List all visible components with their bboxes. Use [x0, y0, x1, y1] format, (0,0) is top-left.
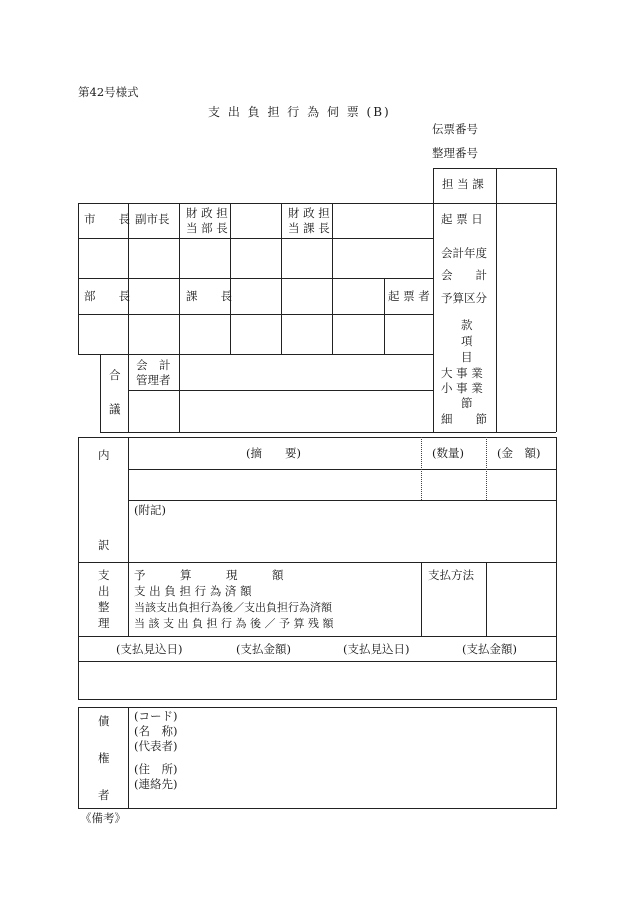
creditor-label-1: 債 — [98, 714, 110, 728]
creditor-name-label: (名 称) — [134, 724, 178, 738]
budget-category-label: 予算区分 — [441, 291, 487, 305]
expense-label-2: 出 — [98, 584, 110, 598]
class-minor-project: 小 事 業 — [441, 381, 483, 395]
draft-date-label: 起 票 日 — [441, 212, 483, 226]
finance-director-label-1: 財 政 担 — [186, 206, 228, 220]
after-commit-total-label: 当該支出負担行為後／支出負担行為済額 — [134, 601, 332, 614]
schedule-header-date-2: (支払見込日) — [343, 642, 410, 656]
drafter-label: 起 票 者 — [388, 289, 430, 303]
after-commit-balance-label: 当 該 支 出 負 担 行 為 後 ／ 予 算 残 額 — [134, 617, 334, 630]
fiscal-year-label: 会計年度 — [441, 246, 487, 260]
deputy-mayor-label: 副市長 — [135, 212, 170, 226]
schedule-header-amount-2: (支払金額) — [462, 642, 517, 656]
creditor-contact-label: (連絡先) — [134, 777, 178, 791]
expense-label-1: 支 — [98, 568, 110, 582]
department-head-label: 部 長 — [84, 289, 130, 303]
quantity-header: (数量) — [432, 446, 464, 460]
details-label-1: 内 — [98, 448, 110, 462]
creditor-code-label: (コード) — [134, 709, 178, 723]
voucher-number-label: 伝票番号 — [432, 122, 478, 136]
finance-director-label-2: 当 部 長 — [186, 221, 228, 235]
accounting-label: 会 計 — [441, 268, 487, 282]
mayor-label: 市 長 — [84, 212, 130, 226]
creditor-representative-label: (代表者) — [134, 739, 178, 753]
creditor-address-label: (住 所) — [134, 762, 178, 776]
finance-manager-label-2: 当 課 長 — [288, 221, 330, 235]
accounting-manager-label-2: 管理者 — [136, 373, 171, 387]
remarks-label: 《備考》 — [80, 811, 126, 825]
amount-header: (金 額) — [497, 446, 541, 460]
payment-method-label: 支払方法 — [428, 568, 474, 582]
class-saisetsu: 細 節 — [441, 412, 487, 426]
schedule-header-date-1: (支払見込日) — [116, 642, 183, 656]
creditor-label-2: 権 — [98, 751, 110, 765]
class-moku: 目 — [461, 350, 473, 364]
summary-header: (摘 要) — [246, 446, 301, 460]
joint-review-label-2: 議 — [109, 402, 121, 416]
class-kan: 款 — [461, 318, 473, 332]
expense-label-4: 理 — [98, 616, 110, 630]
committed-amount-label: 支 出 負 担 行 為 済 額 — [134, 584, 252, 598]
class-kou: 項 — [461, 334, 473, 348]
schedule-header-amount-1: (支払金額) — [236, 642, 291, 656]
finance-manager-label-1: 財 政 担 — [288, 206, 330, 220]
budget-current-label: 予 算 現 額 — [134, 568, 284, 582]
class-major-project: 大 事 業 — [441, 366, 483, 380]
joint-review-label-1: 合 — [109, 368, 121, 382]
note-label: (附記) — [134, 503, 166, 517]
form-number: 第42号様式 — [78, 85, 139, 99]
dept-label: 担 当 課 — [442, 177, 484, 191]
class-setsu: 節 — [461, 396, 473, 410]
expense-label-3: 整 — [98, 600, 110, 614]
details-label-2: 訳 — [98, 538, 110, 552]
section-head-label: 課 長 — [186, 289, 232, 303]
reference-number-label: 整理番号 — [432, 146, 478, 160]
accounting-manager-label-1: 会 計 — [136, 358, 171, 372]
creditor-label-3: 者 — [98, 788, 110, 802]
form-title: 支 出 負 担 行 為 伺 票 (B) — [208, 105, 391, 119]
